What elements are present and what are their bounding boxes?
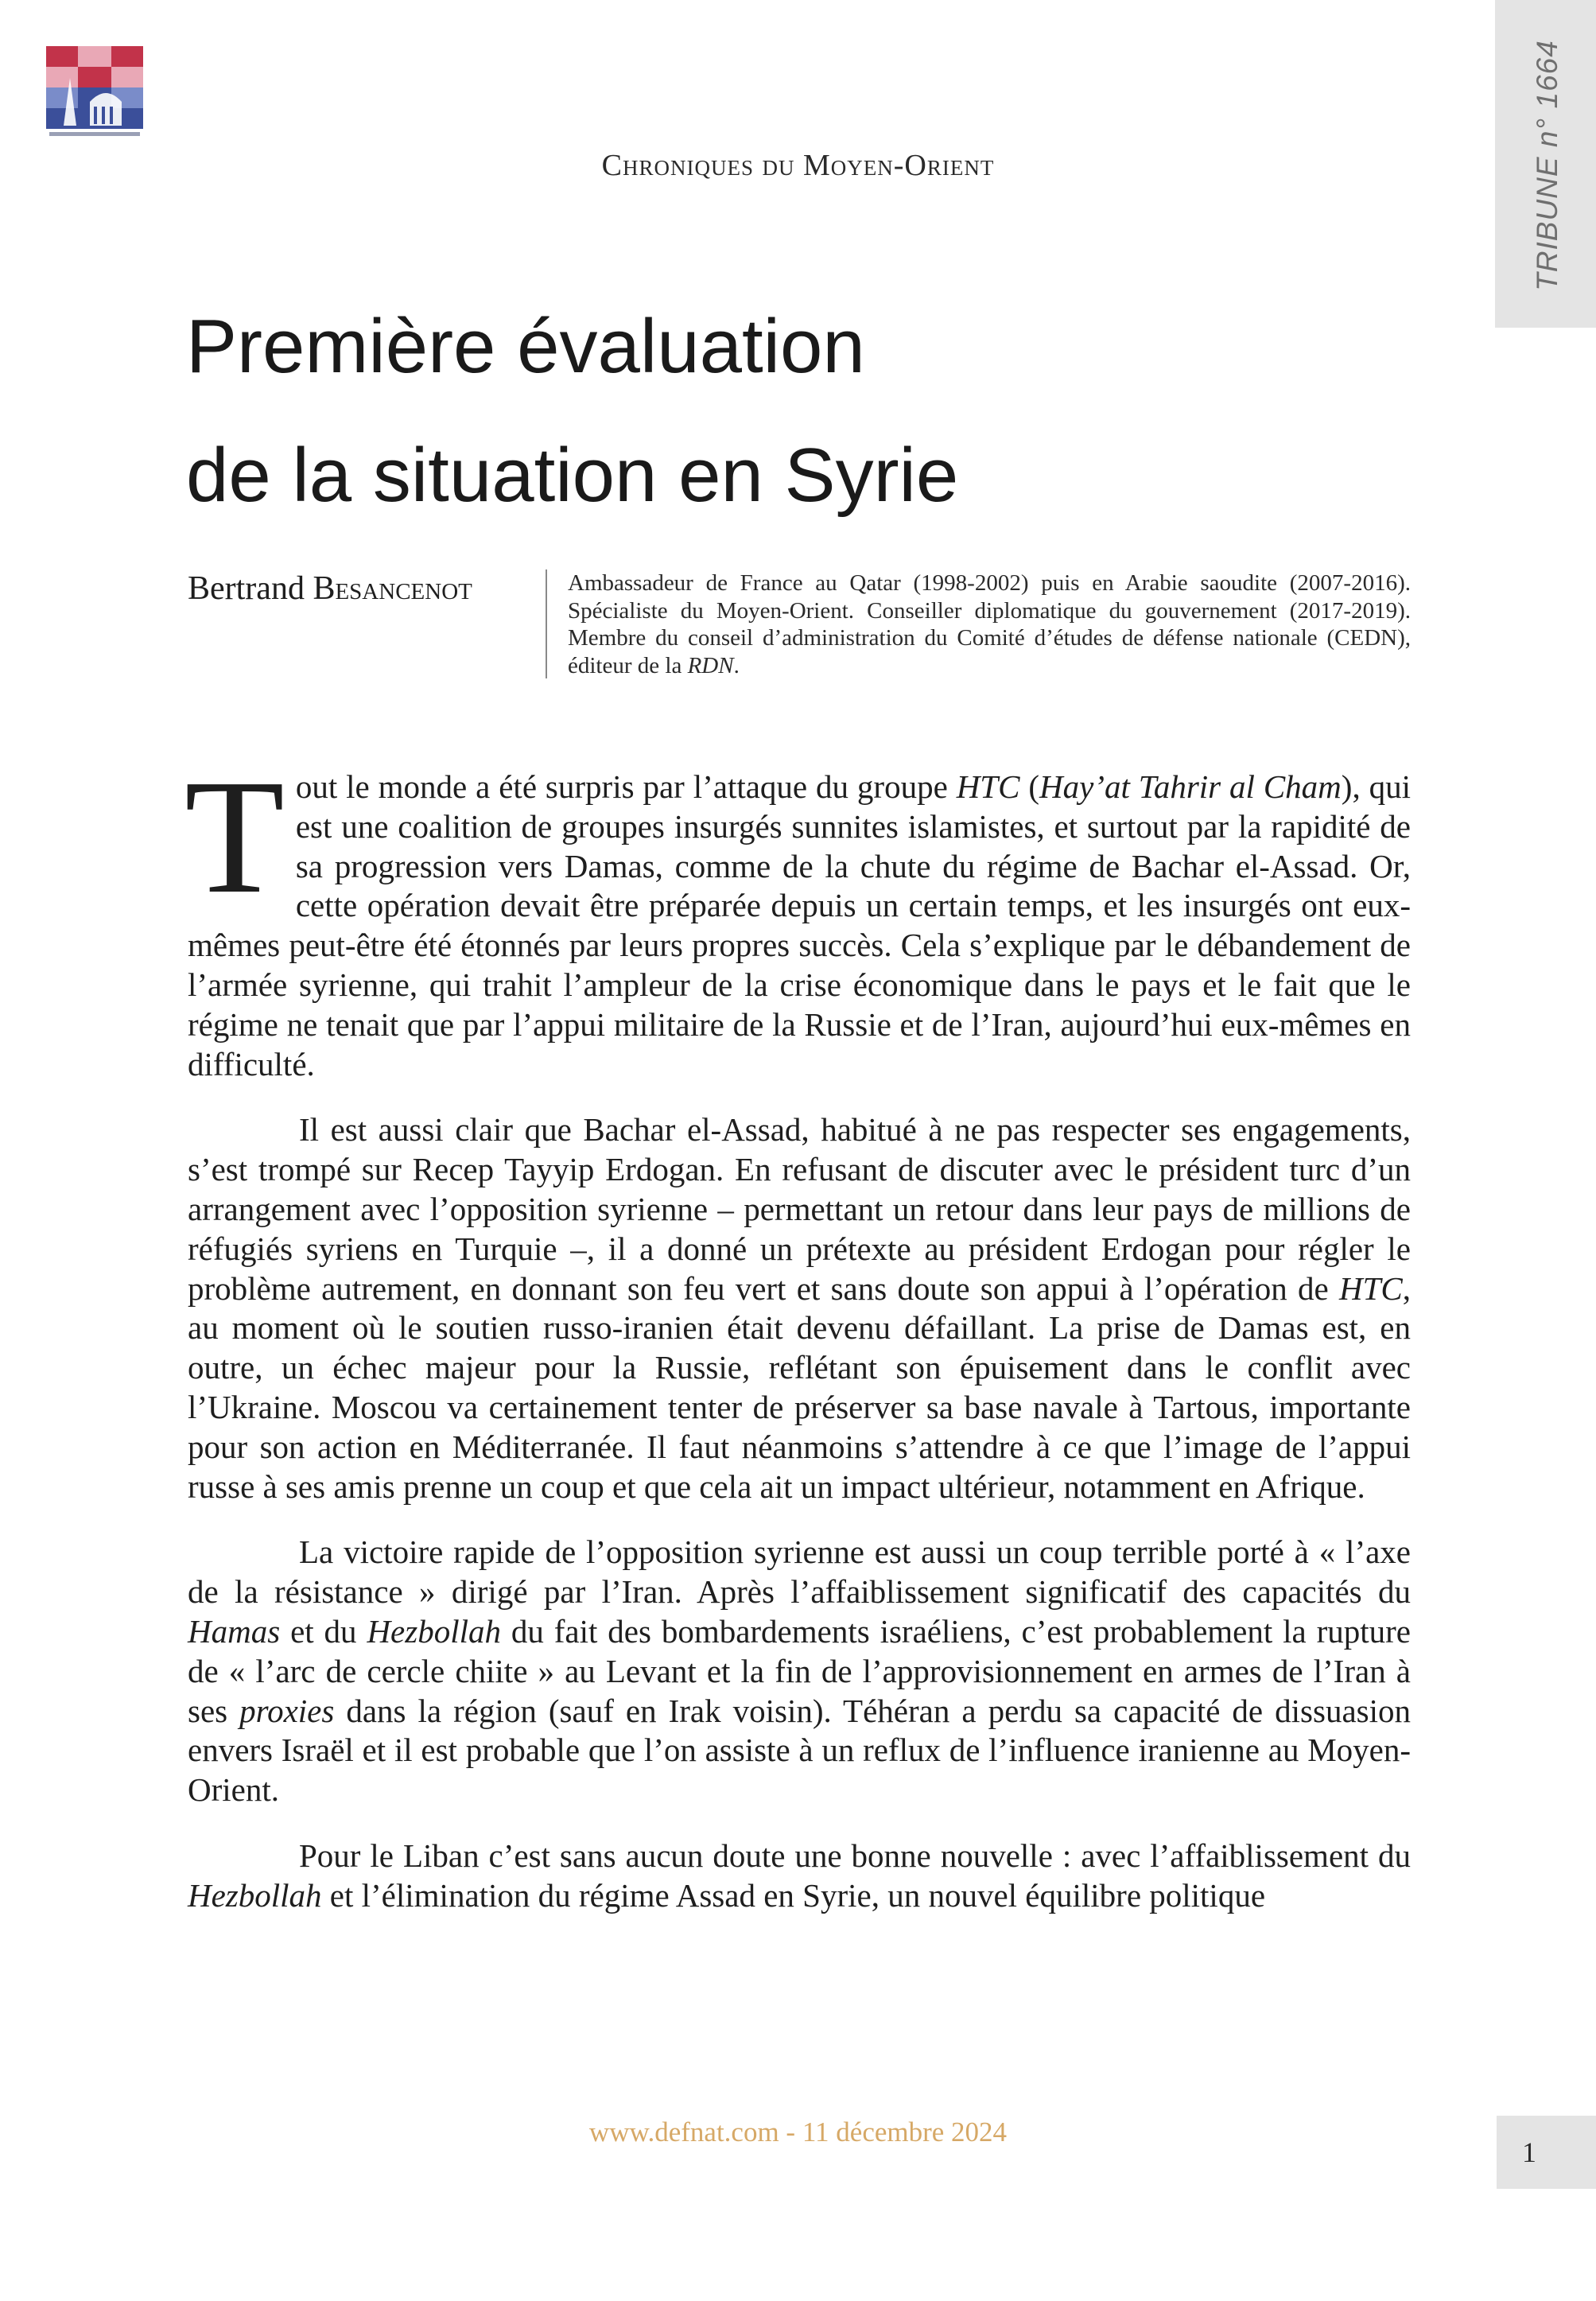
- p1-italic-2: Hay’at Tahrir al Cham: [1039, 768, 1342, 805]
- logo-emblem-icon: [46, 46, 143, 140]
- paragraph-4: [188, 1837, 1411, 1916]
- p3-text-2: et du: [280, 1612, 367, 1650]
- author-first-name: Bertrand: [188, 570, 313, 607]
- p1-text-3: ), qui est une coalition de groupes insurgés sunnites islamistes, et surtout par la rapidité de sa progression vers Damas, comme de la chute du régime de Bachar el-Assad. Or, cette opération devait être préparée depuis un certain temps, et les insurgés ont eux-mêmes peut-être été étonnés par leurs propres succès. Cela s’explique par le débandement de l’armée syrienne, qui trahit l’ampleur de la crise économique dans le pays et le fait que le régime ne tenait que par l’appui militaire de la Russie et de l’Iran, aujourd’hui eux-mêmes en difficulté.: [188, 768, 1411, 1082]
- p3-italic-2: Hezbollah: [367, 1612, 501, 1650]
- series-title: Chroniques du Moyen-Orient: [601, 149, 995, 182]
- p3-text-3: du fait des bombardements israéliens, c’est probablement la rupture de « l’arc de cercle chiite » au Levant et la fin de l’approvisionnement en armes de l’Iran à ses: [188, 1612, 1411, 1729]
- p2-text-2: , au moment où le soutien russo-iranien était devenu défaillant. La prise de Damas est, en outre, un échec majeur pour la Russie, reflétant son épuisement dans le conflit avec l’Ukraine. Moscou va certainement tenter de préserver sa base navale à Tartous, importante pour son action en Méditerranée. Il faut néanmoins s’attendre à ce que l’image de l’appui russe à ses amis prenne un coup et que cela ait un impact ultérieur, notamment en Afrique.: [188, 1269, 1411, 1505]
- publication-logo: [46, 46, 143, 140]
- article-body: [184, 745, 1412, 1916]
- title-line-1: Première évaluation: [186, 304, 865, 389]
- p3-text-1: La victoire rapide de l’opposition syrienne est aussi un coup terrible porté à « l’axe de la résistance » dirigé par l’Iran. Après l’affaiblissement significatif des capacités du: [188, 1533, 1411, 1611]
- article-title: [186, 282, 1379, 540]
- author-bio-end: .: [733, 652, 740, 678]
- p1-italic-1: HTC: [956, 768, 1020, 805]
- author-bio: [568, 569, 1411, 679]
- author-last-name: Besancenot: [313, 570, 472, 607]
- author-bio-italic: RDN: [687, 652, 734, 678]
- title-line-2: de la situation en Syrie: [186, 433, 959, 518]
- footer-link[interactable]: www.defnat.com - 11 décembre 2024: [588, 2116, 1008, 2147]
- paragraph-1: [184, 745, 1411, 1084]
- p4-text-1: Pour le Liban c’est sans aucun doute une bonne nouvelle : avec l’affaiblissement du: [299, 1837, 1411, 1874]
- tribune-number: TRIBUNE n° 1664: [1531, 40, 1563, 291]
- p2-italic-1: HTC: [1338, 1269, 1403, 1307]
- author-bio-text: Ambassadeur de France au Qatar (1998-2002) puis en Arabie saoudite (2007-2016). Spécialiste du Moyen-Orient. Conseiller diplomatique du gouvernement (2017-2019). Membre du conseil d’administration du Comité d’études de défense nationale (CEDN), éditeur de la: [568, 570, 1411, 678]
- author-name: [188, 569, 472, 608]
- paragraph-3: [188, 1533, 1411, 1810]
- p1-text-1: out le monde a été surpris par l’attaque du groupe: [295, 768, 957, 805]
- drop-cap: T: [184, 745, 285, 927]
- p2-text-1: Il est aussi clair que Bachar el-Assad, habitué à ne pas respecter ses engagements, s’est trompé sur Recep Tayyip Erdogan. En refusant de discuter avec le président turc d’un arrangement avec l’opposition syrienne – permettant un retour dans leur pays de millions de réfugiés syriens en Turquie –, il a donné un prétexte au président Erdogan pour régler le problème autrement, en donnant son feu vert et sans doute son appui à l’opération de: [188, 1111, 1411, 1307]
- p4-text-2: et l’élimination du régime Assad en Syrie, un nouvel équilibre politique: [321, 1876, 1266, 1914]
- p1-text-2: (: [1019, 768, 1040, 805]
- p4-italic-1: Hezbollah: [188, 1876, 322, 1914]
- p3-italic-3: proxies: [239, 1692, 335, 1729]
- page-number: 1: [1522, 2136, 1536, 2168]
- author-divider: [546, 569, 547, 678]
- p3-italic-1: Hamas: [188, 1612, 281, 1650]
- paragraph-2: [188, 1110, 1411, 1506]
- p3-text-4: dans la région (sauf en Irak voisin). Téhéran a perdu sa capacité de dissuasion envers Israël et il est probable que l’on assiste à un reflux de l’influence iranienne au Moyen-Orient.: [188, 1692, 1412, 1809]
